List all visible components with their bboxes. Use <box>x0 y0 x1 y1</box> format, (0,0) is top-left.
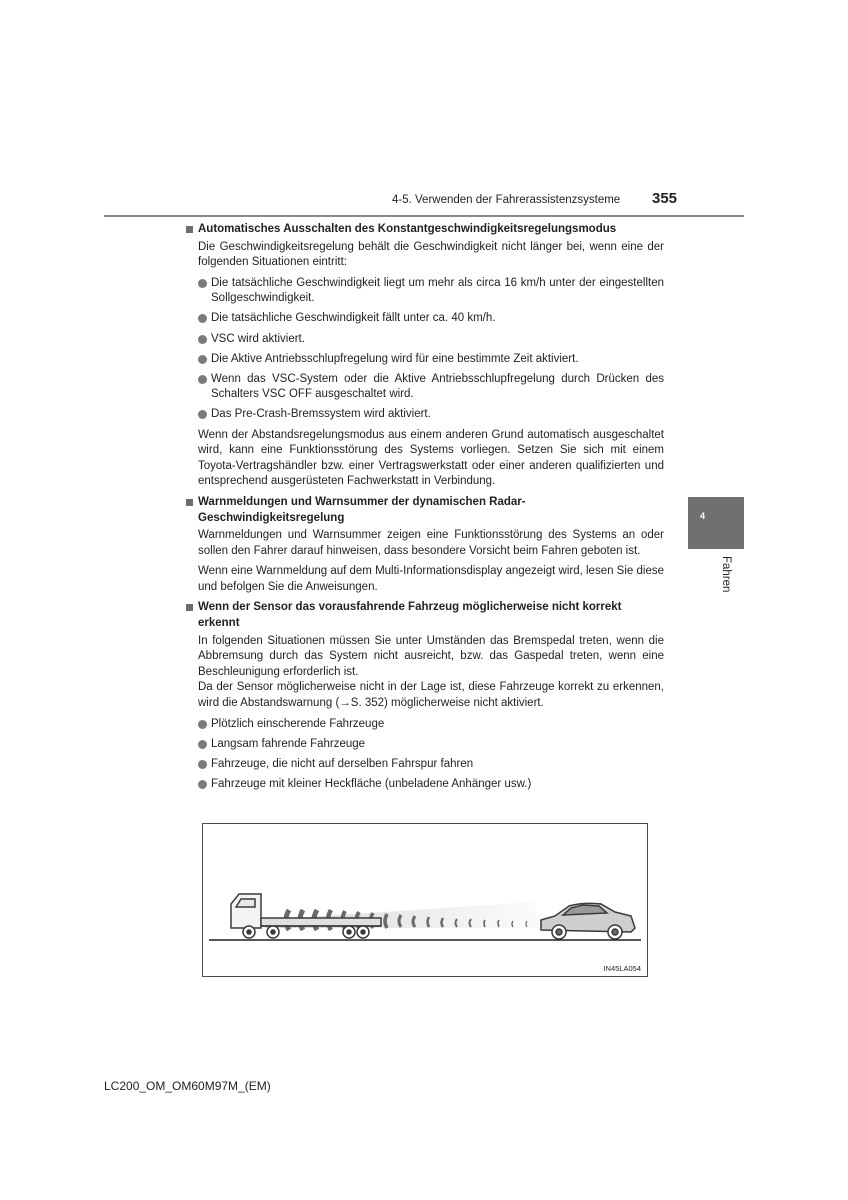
list-item <box>198 372 664 403</box>
bullet-icon <box>198 410 207 419</box>
list-item-text: Fahrzeuge, die nicht auf derselben Fahrspur fahren <box>211 757 474 770</box>
list-item <box>198 311 664 327</box>
list-item-text: Die Aktive Antriebsschlupfregelung wird für eine bestimmte Zeit aktiviert. <box>211 352 579 365</box>
main-content <box>186 222 664 797</box>
list-item-text: Die tatsächliche Geschwindigkeit fällt unter ca. 40 km/h. <box>211 312 496 325</box>
bullet-icon <box>198 760 207 769</box>
document-footer: LC200_OM_OM60M97M_(EM) <box>104 1079 271 1093</box>
figure-code: IN45LA054 <box>603 964 641 973</box>
radar-illustration <box>203 824 647 976</box>
list-item <box>198 407 664 423</box>
list-item-text: Langsam fahrende Fahrzeuge <box>211 737 366 750</box>
bullet-icon <box>198 780 207 789</box>
chapter-tab <box>688 497 744 549</box>
section-heading-text: Wenn der Sensor das vorausfahrende Fahrzeug möglicherweise nicht korrekt erkennt <box>198 601 622 630</box>
list-item-text: Wenn das VSC-System oder die Aktive Antriebsschlupfregelung durch Drücken des Schalters VSC OFF ausgeschaltet wird. <box>211 372 664 401</box>
list-item <box>198 717 664 733</box>
bullet-icon <box>198 335 207 344</box>
illustration-frame <box>202 823 648 977</box>
list-item-text: Plötzlich einscherende Fahrzeuge <box>211 717 385 730</box>
bullet-icon <box>198 720 207 729</box>
paragraph: In folgenden Situationen müssen Sie unter Umständen das Bremspedal treten, wenn die Abbremsung durch das System nicht ausreicht, bzw. das Gaspedal treten, wenn eine Beschleunigung erforderlich ist. <box>198 634 664 678</box>
bullet-icon <box>198 740 207 749</box>
chapter-number: 4 <box>700 511 706 521</box>
page-number: 355 <box>652 190 678 207</box>
square-bullet-icon <box>186 226 193 233</box>
bullet-icon <box>198 314 207 323</box>
paragraph: Wenn der Abstandsregelungsmodus aus einem anderen Grund automatisch ausgeschaltet wird, kann eine Funktionsstörung des Systems vorliegen. Setzen Sie sich mit einem Toyota-Vertragshändler bzw. einer Vertragswerkstatt oder einer anderen qualifizierten und entsprechend ausgerüsteten Fachwerkstatt in Verbindung. <box>198 428 664 488</box>
chapter-label: Fahren <box>720 556 732 593</box>
bullet-icon <box>198 279 207 288</box>
header-rule <box>104 215 744 217</box>
paragraph: Warnmeldungen und Warnsummer zeigen eine Funktionsstörung des Systems an oder sollen den Fahrer darauf hinweisen, dass besondere Vorsicht beim Fahren geboten ist. <box>198 529 664 557</box>
section-heading <box>186 600 664 631</box>
paragraph: Die Geschwindigkeitsregelung behält die Geschwindigkeit nicht länger bei, wenn eine der folgenden Situationen eintritt: <box>198 240 664 269</box>
bullet-icon <box>198 355 207 364</box>
section-heading-text: Warnmeldungen und Warnsummer der dynamischen Radar-Geschwindigkeitsregelung <box>198 495 526 524</box>
header-section-title: 4-5. Verwenden der Fahrerassistenzsysteme <box>392 194 621 206</box>
list-item <box>198 332 664 348</box>
paragraph: Da der Sensor möglicherweise nicht in der Lage ist, diese Fahrzeuge korrekt zu erkennen, wird die Abstandswarnung (→S. 352) möglicherweise nicht aktiviert. <box>198 681 664 710</box>
list-item-text: Das Pre-Crash-Bremssystem wird aktiviert. <box>211 408 431 421</box>
paragraph: Wenn eine Warnmeldung auf dem Multi-Informationsdisplay angezeigt wird, lesen Sie diese und befolgen Sie die Anweisungen. <box>198 565 664 593</box>
square-bullet-icon <box>186 499 193 506</box>
section-heading <box>186 495 664 526</box>
square-bullet-icon <box>186 604 193 611</box>
list-item-text: VSC wird aktiviert. <box>211 332 305 345</box>
list-item-text: Die tatsächliche Geschwindigkeit liegt um mehr als circa 16 km/h unter der eingestellten Sollgeschwindigkeit. <box>211 276 664 305</box>
list-item <box>198 737 664 753</box>
bullet-icon <box>198 375 207 384</box>
section-heading <box>186 222 664 238</box>
car-icon <box>541 903 635 939</box>
list-item <box>198 757 664 773</box>
list-item <box>198 276 664 307</box>
list-item <box>198 352 664 368</box>
list-item-text: Fahrzeuge mit kleiner Heckfläche (unbeladene Anhänger usw.) <box>211 777 532 790</box>
section-heading-text: Automatisches Ausschalten des Konstantgeschwindigkeitsregelungsmodus <box>198 223 617 235</box>
list-item <box>198 777 664 793</box>
